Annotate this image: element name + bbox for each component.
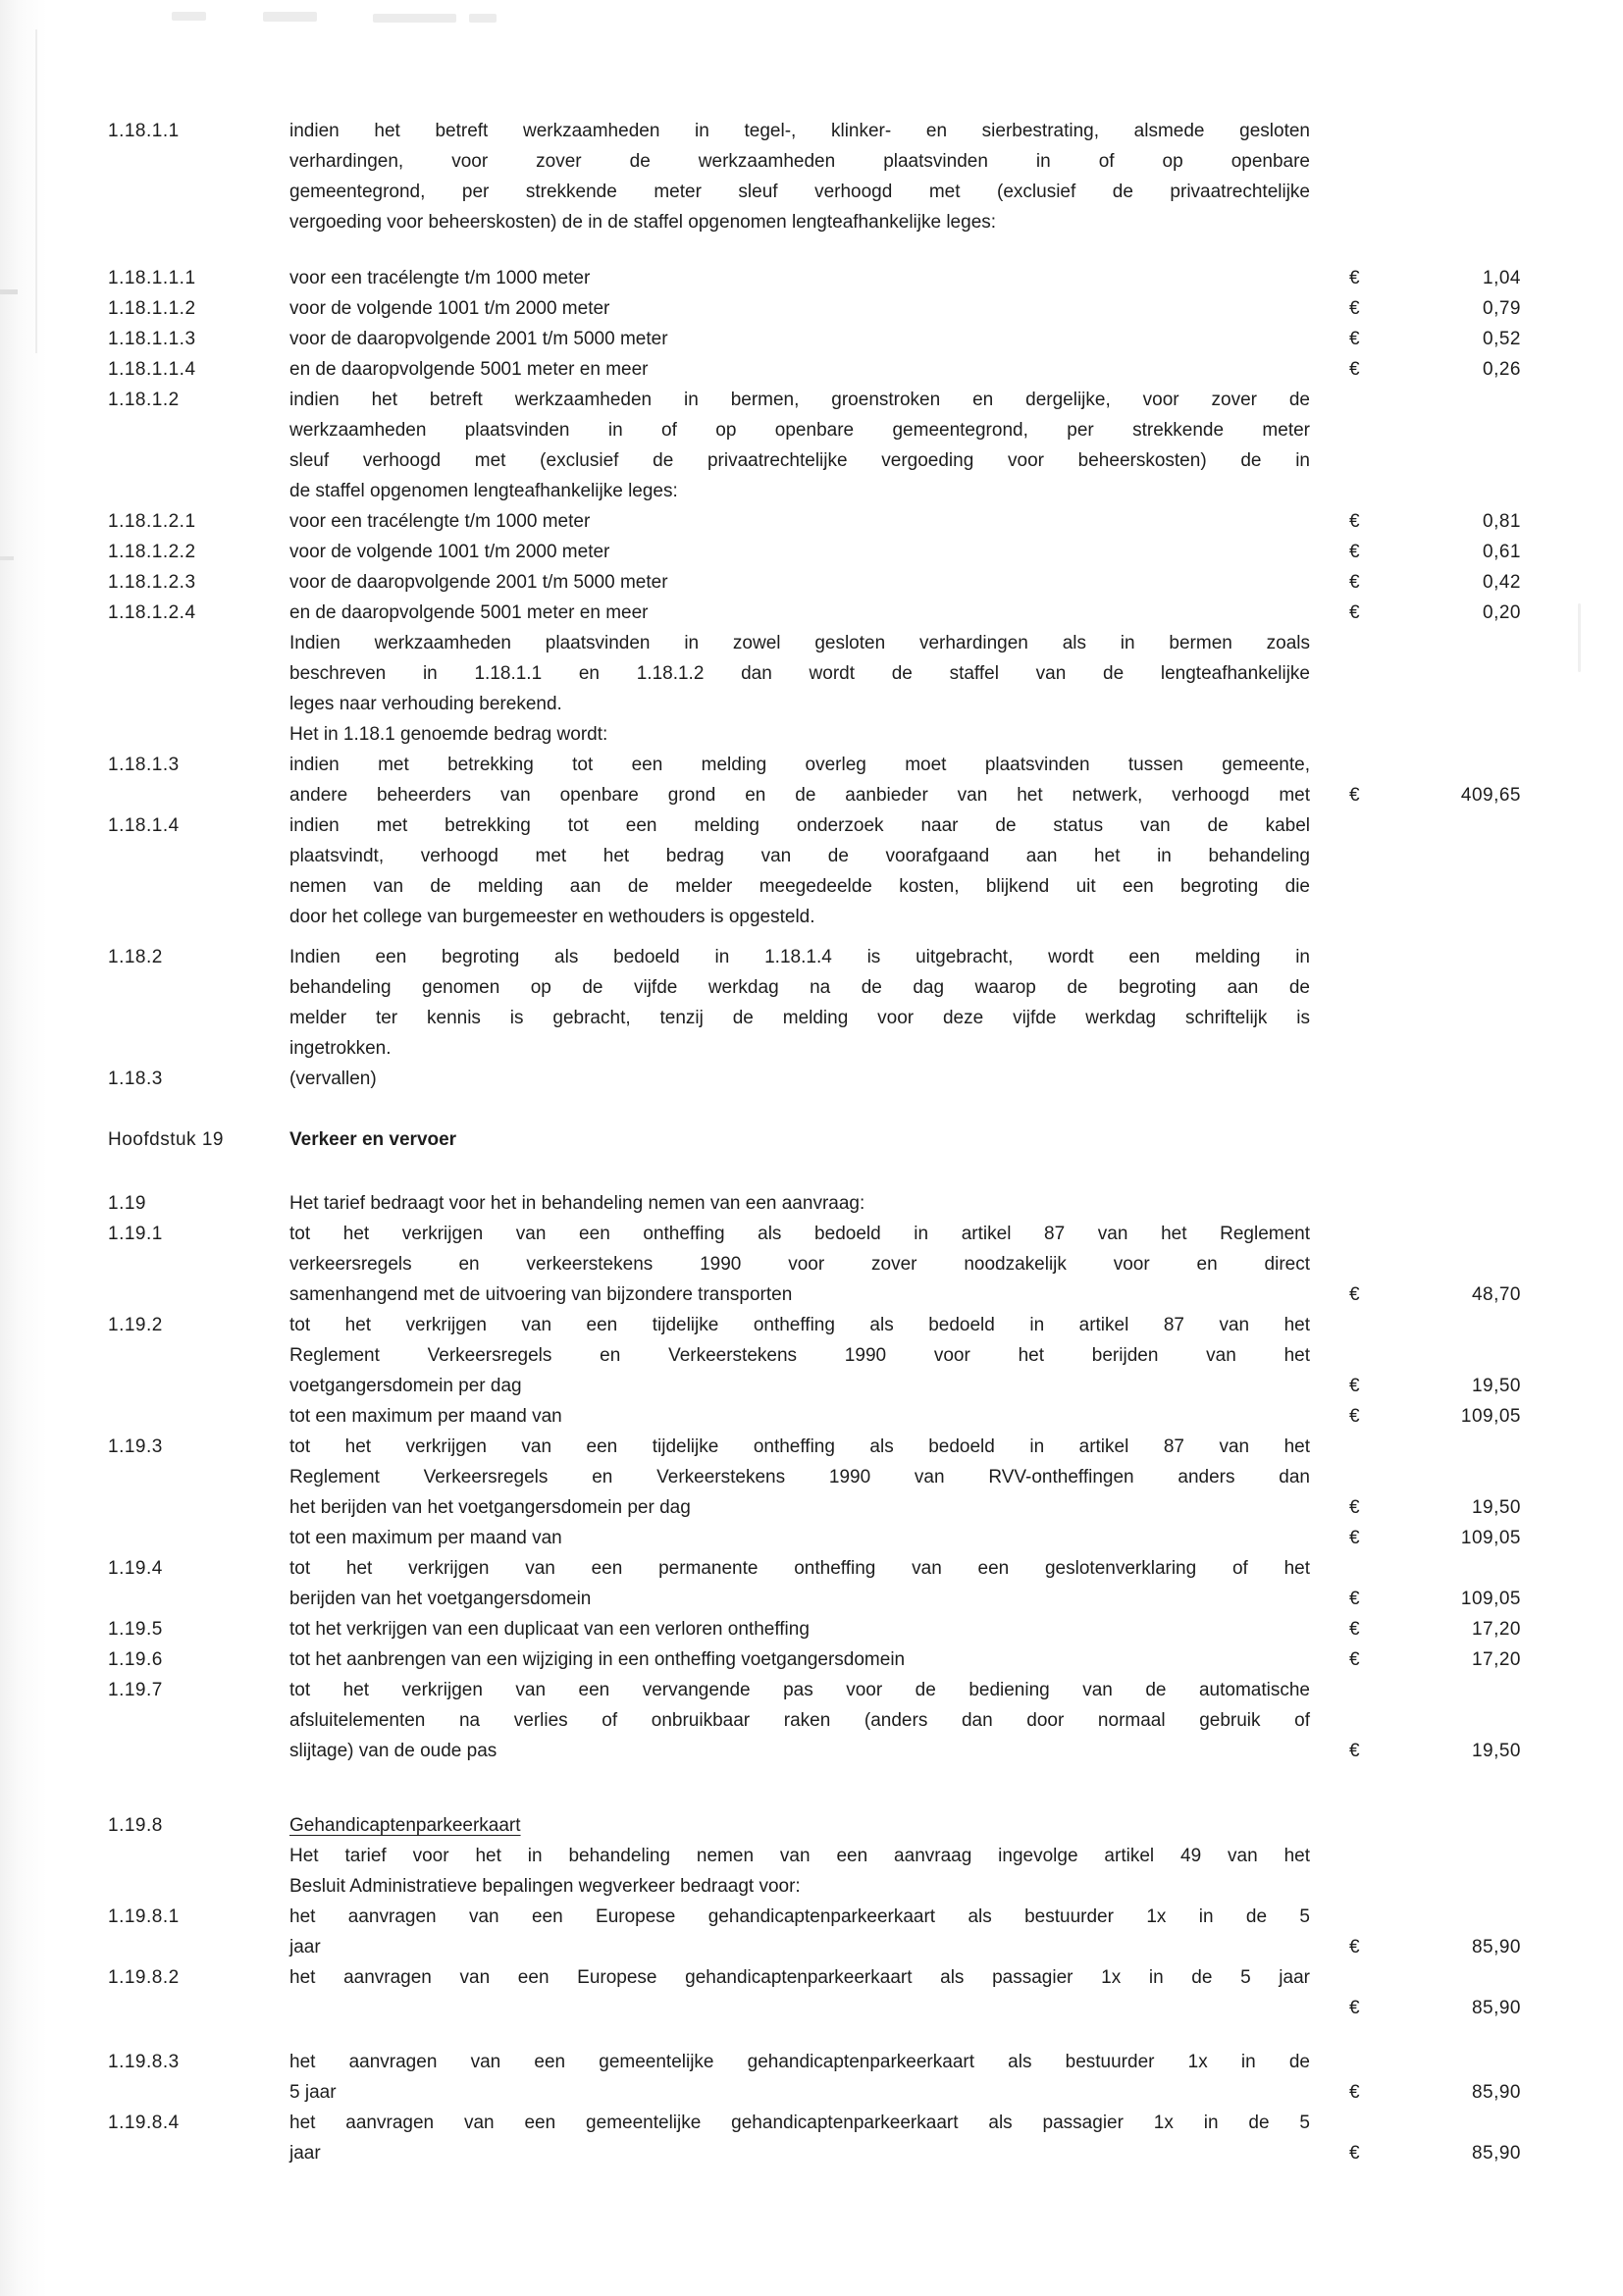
euro-sign: €: [1349, 298, 1360, 319]
scan-edge-artifact: [0, 0, 47, 2296]
chapter-title: Verkeer en vervoer: [289, 1129, 457, 1150]
euro-sign: [1310, 1064, 1398, 1094]
item-text: tot het verkrijgen van een duplicaat van een verloren ontheffing: [289, 1619, 810, 1640]
item-number: 1.19.2: [108, 1315, 163, 1335]
item-text: tot een maximum per maand van: [289, 1406, 562, 1427]
item-number: [108, 628, 289, 658]
tariff-row: [108, 1219, 1521, 1310]
tariff-row: [108, 1310, 1521, 1401]
tariff-row: [108, 324, 1521, 354]
euro-sign: [1310, 902, 1398, 932]
euro-sign: [1310, 1810, 1398, 1841]
euro-sign: €: [1349, 602, 1360, 623]
scan-line-artifact: [35, 29, 37, 353]
euro-sign: €: [1349, 1741, 1360, 1761]
amount-value: 0,81: [1483, 511, 1521, 532]
item-text: voor de volgende 1001 t/m 2000 meter: [289, 542, 610, 562]
item-text: indien met betrekking tot een melding onderzoek naar de status van de kabel plaatsvindt, verhoogd met het bedrag van de voorafgaand aan het in behandeling nemen van de melding aan de melder meegedeelde kosten, blijkend uit een begroting die door het college van burgemeester en wethouders is opgesteld.: [289, 815, 1310, 927]
amount-value: [1398, 1033, 1521, 1064]
tariff-row: [108, 116, 1521, 237]
euro-sign: €: [1349, 1376, 1360, 1396]
item-number: 1.19.6: [108, 1649, 163, 1670]
amount-value: 19,50: [1471, 1497, 1521, 1518]
item-number: 1.18.3: [108, 1069, 163, 1089]
item-text: het aanvragen van een Europese gehandicaptenparkeerkaart als bestuurder 1x in de 5 jaar: [289, 1906, 1310, 1957]
item-number: 1.19: [108, 1193, 146, 1214]
amount-value: 109,05: [1460, 1589, 1521, 1609]
amount-value: [1398, 1188, 1521, 1219]
item-text: tot het verkrijgen van een tijdelijke ontheffing als bedoeld in artikel 87 van het Reglement Verkeersregels en Verkeerstekens 1990 van RVV-ontheffingen anders dan het berijden van het voetgangersdomein per dag: [289, 1436, 1310, 1518]
scan-smudge-artifact: [263, 12, 317, 22]
item-number: 1.18.1.2.4: [108, 602, 196, 623]
euro-sign: [1310, 1871, 1398, 1902]
item-number: 1.19.5: [108, 1619, 163, 1640]
euro-sign: €: [1349, 359, 1360, 380]
tariff-row: [108, 1644, 1521, 1675]
amount-value: [1398, 1810, 1521, 1841]
amount-value: 17,20: [1471, 1649, 1521, 1670]
euro-sign: €: [1349, 1589, 1360, 1609]
tariff-row: [108, 506, 1521, 537]
amount-value: [1398, 689, 1521, 719]
item-number: 1.19.8.2: [108, 1967, 180, 1988]
tariff-row: [108, 1188, 1521, 1219]
euro-sign: €: [1349, 329, 1360, 349]
item-text: voor de daaropvolgende 2001 t/m 5000 meter: [289, 329, 668, 349]
item-text: (vervallen): [289, 1069, 377, 1089]
amount-value: 109,05: [1460, 1528, 1521, 1548]
item-text: tot het verkrijgen van een tijdelijke ontheffing als bedoeld in artikel 87 van het Reglement Verkeersregels en Verkeerstekens 1990 voor het berijden van het voetgangersdomein per dag: [289, 1315, 1310, 1396]
euro-sign: €: [1349, 1619, 1360, 1640]
tariff-row: [108, 2047, 1521, 2108]
tariff-row: [108, 1962, 1521, 2023]
item-number: [108, 719, 289, 750]
tariff-row: [108, 810, 1521, 932]
item-number: 1.18.1.3: [108, 755, 180, 775]
item-text: voor de daaropvolgende 2001 t/m 5000 meter: [289, 572, 668, 593]
item-number: 1.19.4: [108, 1558, 163, 1579]
item-text: Indien werkzaamheden plaatsvinden in zowel gesloten verhardingen als in bermen zoals beschreven in 1.18.1.1 en 1.18.1.2 dan wordt de staffel van de lengteafhankelijke leges naar verhouding berekend.: [289, 633, 1310, 714]
scan-smudge-artifact: [172, 12, 206, 21]
item-number: 1.19.7: [108, 1680, 163, 1700]
amount-value: 109,05: [1460, 1406, 1521, 1427]
tariff-row: [108, 567, 1521, 598]
tariff-row: [108, 385, 1521, 506]
amount-value: 85,90: [1471, 1937, 1521, 1957]
item-number: 1.18.1.1.2: [108, 298, 196, 319]
tariff-row: [108, 1810, 1521, 1841]
item-number: [108, 1841, 289, 1871]
item-text: en de daaropvolgende 5001 meter en meer: [289, 602, 649, 623]
tariff-row: [108, 1432, 1521, 1523]
item-number: [108, 1523, 289, 1553]
item-number: 1.18.1.2.3: [108, 572, 196, 593]
item-text: tot een maximum per maand van: [289, 1528, 562, 1548]
item-number: 1.18.1.2.1: [108, 511, 196, 532]
tariff-row: [108, 263, 1521, 293]
item-number: 1.18.1.1.3: [108, 329, 196, 349]
amount-value: 0,61: [1483, 542, 1521, 562]
amount-value: 0,26: [1483, 359, 1521, 380]
item-text: Indien een begroting als bedoeld in 1.18.1.4 is uitgebracht, wordt een melding in behandeling genomen op de vijfde werkdag na de dag waarop de begroting aan de melder ter kennis is gebracht, tenzij de melding voor deze vijfde werkdag schriftelijk is ingetrokken.: [289, 947, 1310, 1059]
euro-sign: €: [1349, 1649, 1360, 1670]
euro-sign: €: [1349, 511, 1360, 532]
tariff-row: [108, 1064, 1521, 1094]
item-text: indien het betreft werkzaamheden in tegel-, klinker- en sierbestrating, alsmede gesloten verhardingen, voor zover de werkzaamheden plaatsvinden in of op openbare gemeentegrond, per strekkende meter sleuf verhoogd met (exclusief de privaatrechtelijke vergoeding voor beheerskosten) de in de staffel opgenomen lengteafhankelijke leges:: [289, 121, 1310, 233]
amount-value: 409,65: [1460, 785, 1521, 806]
item-number: 1.19.8.4: [108, 2113, 180, 2133]
euro-sign: €: [1349, 2143, 1360, 2164]
item-text: Gehandicaptenparkeerkaart: [289, 1815, 521, 1836]
amount-value: [1398, 1064, 1521, 1094]
item-text: tot het verkrijgen van een vervangende pas voor de bediening van de automatische afsluitelementen na verlies of onbruikbaar raken (anders dan door normaal gebruik of slijtage) van de oude pas: [289, 1680, 1310, 1761]
item-text: en de daaropvolgende 5001 meter en meer: [289, 359, 649, 380]
amount-value: [1398, 902, 1521, 932]
euro-sign: €: [1349, 1937, 1360, 1957]
item-text: het aanvragen van een Europese gehandicaptenparkeerkaart als passagier 1x in de 5 jaar: [289, 1967, 1310, 1988]
tariff-row: [108, 293, 1521, 324]
item-text: voor de volgende 1001 t/m 2000 meter: [289, 298, 610, 319]
item-text: Het in 1.18.1 genoemde bedrag wordt:: [289, 724, 608, 745]
amount-value: 0,52: [1483, 329, 1521, 349]
tariff-row: [108, 537, 1521, 567]
item-text: Het tarief bedraagt voor het in behandeling nemen van een aanvraag:: [289, 1193, 865, 1214]
tariff-row: [108, 942, 1521, 1064]
euro-sign: €: [1349, 268, 1360, 288]
euro-sign: [1310, 207, 1398, 237]
item-number: 1.18.1.4: [108, 815, 180, 836]
tariff-row: [108, 1523, 1521, 1553]
tariff-row: [108, 719, 1521, 750]
amount-value: 0,42: [1483, 572, 1521, 593]
item-text: indien met betrekking tot een melding overleg moet plaatsvinden tussen gemeente, andere beheerders van openbare grond en de aanbieder van het netwerk, verhoogd met: [289, 755, 1310, 806]
euro-sign: €: [1349, 1497, 1360, 1518]
euro-sign: €: [1349, 2082, 1360, 2103]
tariff-row: [108, 1675, 1521, 1766]
item-number: 1.19.3: [108, 1436, 163, 1457]
euro-sign: [1310, 1033, 1398, 1064]
amount-value: 0,20: [1483, 602, 1521, 623]
tariff-row: [108, 1401, 1521, 1432]
tariff-row: [108, 354, 1521, 385]
tariff-row: [108, 598, 1521, 628]
item-number: 1.18.1.1.4: [108, 359, 196, 380]
document-body: [108, 116, 1521, 2168]
tariff-row: [108, 1841, 1521, 1902]
tariff-row: [108, 750, 1521, 810]
euro-sign: €: [1349, 542, 1360, 562]
item-number: 1.19.8.3: [108, 2052, 180, 2072]
item-text: het aanvragen van een gemeentelijke gehandicaptenparkeerkaart als passagier 1x in de 5 jaar: [289, 2113, 1310, 2164]
item-text: het aanvragen van een gemeentelijke gehandicaptenparkeerkaart als bestuurder 1x in de 5 jaar: [289, 2052, 1310, 2103]
item-text: voor een tracélengte t/m 1000 meter: [289, 268, 591, 288]
euro-sign: €: [1349, 785, 1360, 806]
item-number: 1.18.1.1: [108, 121, 180, 141]
euro-sign: €: [1349, 1528, 1360, 1548]
amount-value: 85,90: [1471, 1998, 1521, 2018]
scan-smudge-artifact: [1578, 603, 1581, 672]
euro-sign: [1310, 1188, 1398, 1219]
amount-value: [1398, 476, 1521, 506]
item-number: 1.18.1.2.2: [108, 542, 196, 562]
euro-sign: €: [1349, 1998, 1360, 2018]
amount-value: 0,79: [1483, 298, 1521, 319]
amount-value: 1,04: [1483, 268, 1521, 288]
item-number: 1.19.1: [108, 1224, 163, 1244]
item-text: indien het betreft werkzaamheden in bermen, groenstroken en dergelijke, voor zover de werkzaamheden plaatsvinden in of op openbare gemeentegrond, per strekkende meter sleuf verhoogd met (exclusief de privaatrechtelijke vergoeding voor beheerskosten) de in de staffel opgenomen lengteafhankelijke leges:: [289, 390, 1310, 501]
scan-tick-artifact: [0, 289, 18, 294]
euro-sign: [1310, 476, 1398, 506]
amount-value: 85,90: [1471, 2143, 1521, 2164]
euro-sign: €: [1349, 572, 1360, 593]
euro-sign: [1310, 1124, 1398, 1155]
item-number: 1.19.8.1: [108, 1906, 180, 1927]
item-number: 1.18.2: [108, 947, 163, 967]
scan-smudge-artifact: [373, 14, 456, 23]
amount-value: [1398, 719, 1521, 750]
tariff-row: [108, 1902, 1521, 1962]
item-text: tot het aanbrengen van een wijziging in een ontheffing voetgangersdomein: [289, 1649, 906, 1670]
scan-tick-artifact: [0, 556, 14, 560]
amount-value: [1398, 1871, 1521, 1902]
chapter-number: Hoofdstuk 19: [108, 1129, 224, 1150]
chapter-heading-row: [108, 1124, 1521, 1155]
tariff-row: [108, 1553, 1521, 1614]
euro-sign: [1310, 719, 1398, 750]
item-text: voor een tracélengte t/m 1000 meter: [289, 511, 591, 532]
amount-value: 48,70: [1471, 1284, 1521, 1305]
tariff-row: [108, 2108, 1521, 2168]
scan-smudge-artifact: [469, 14, 497, 23]
amount-value: 19,50: [1471, 1376, 1521, 1396]
euro-sign: €: [1349, 1406, 1360, 1427]
euro-sign: [1310, 689, 1398, 719]
item-text: tot het verkrijgen van een permanente ontheffing van een geslotenverklaring of het berijden van het voetgangersdomein: [289, 1558, 1310, 1609]
amount-value: [1398, 207, 1521, 237]
item-number: 1.18.1.2: [108, 390, 180, 410]
tariff-row: [108, 1614, 1521, 1644]
amount-value: 17,20: [1471, 1619, 1521, 1640]
item-number: 1.18.1.1.1: [108, 268, 196, 288]
item-number: 1.19.8: [108, 1815, 163, 1836]
euro-sign: €: [1349, 1284, 1360, 1305]
amount-value: [1398, 1124, 1521, 1155]
tariff-row: [108, 628, 1521, 719]
item-number: [108, 1401, 289, 1432]
item-text: tot het verkrijgen van een ontheffing als bedoeld in artikel 87 van het Reglement verkeersregels en verkeerstekens 1990 voor zover noodzakelijk voor en direct samenhangend met de uitvoering van bijzondere transporten: [289, 1224, 1310, 1305]
amount-value: 19,50: [1471, 1741, 1521, 1761]
item-text: Het tarief voor het in behandeling nemen van een aanvraag ingevolge artikel 49 van het Besluit Administratieve bepalingen wegverkeer bedraagt voor:: [289, 1846, 1310, 1897]
amount-value: 85,90: [1471, 2082, 1521, 2103]
